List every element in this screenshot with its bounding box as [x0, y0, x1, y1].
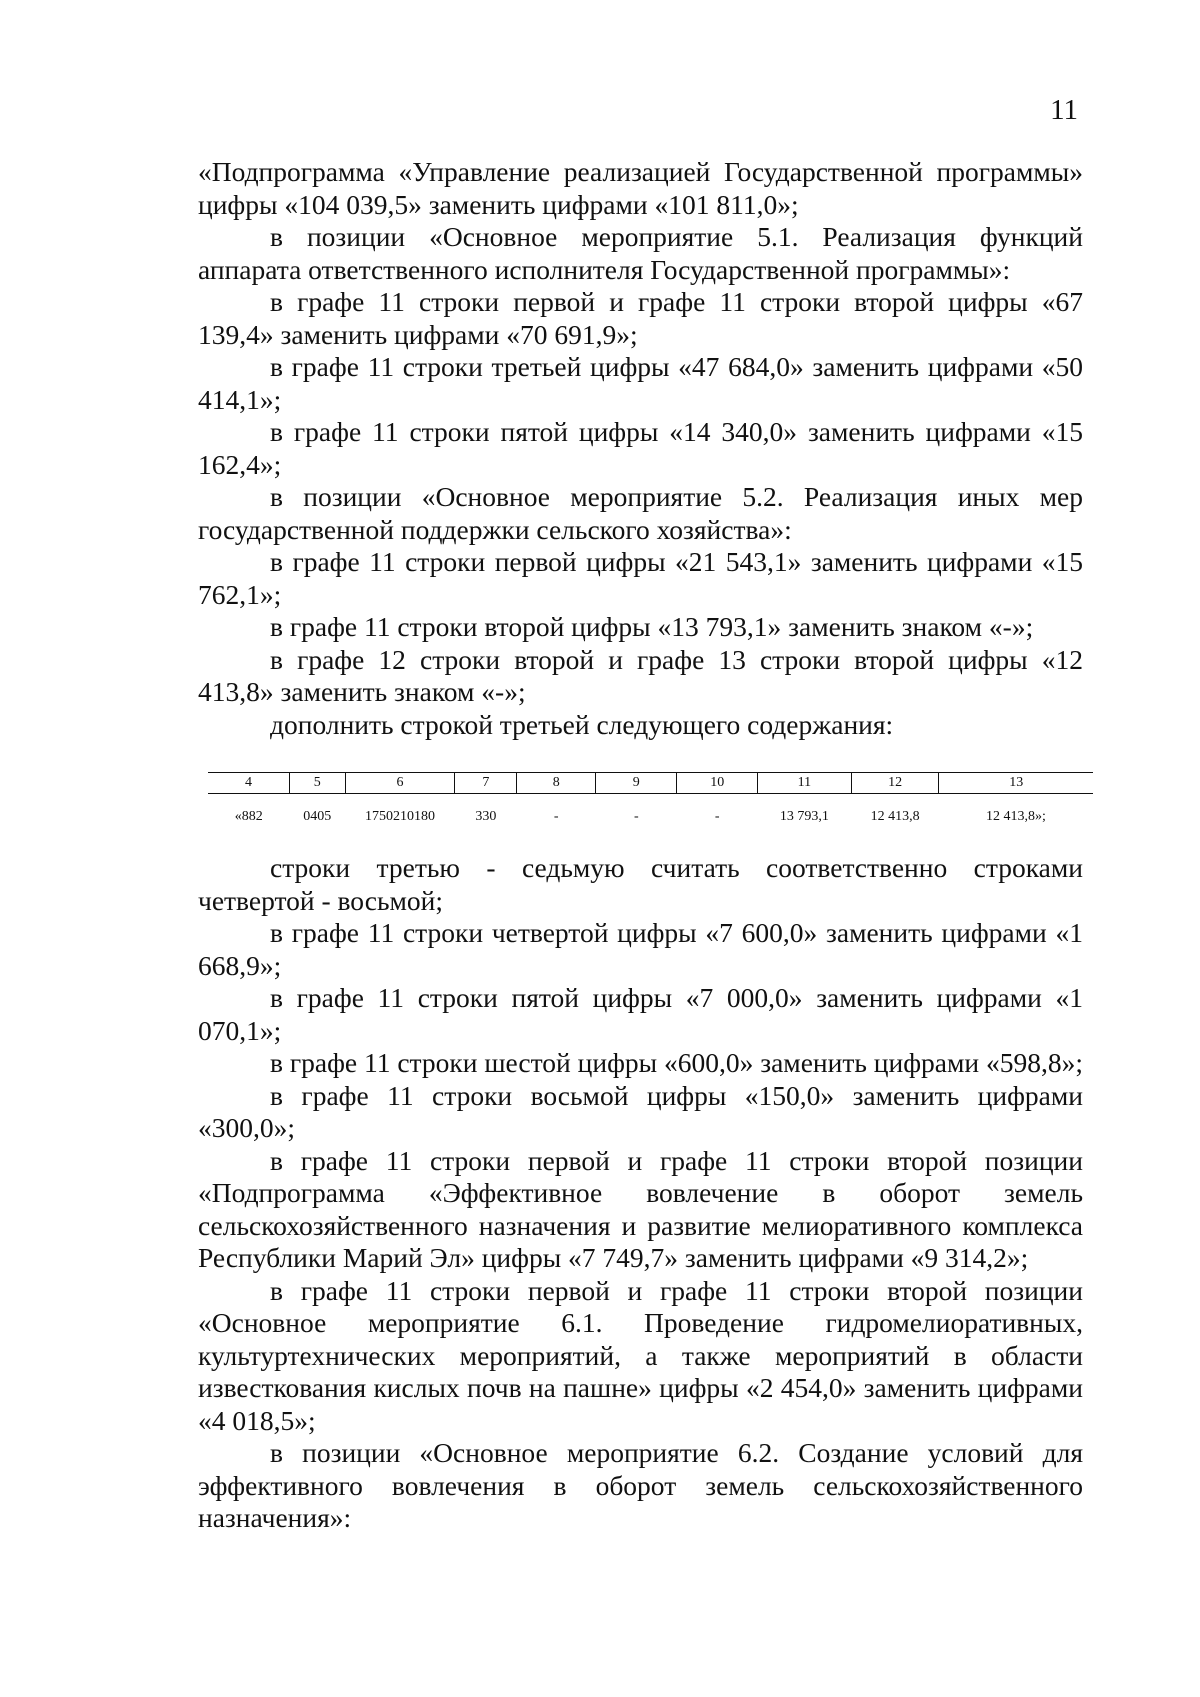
column-header: 9	[596, 773, 677, 794]
paragraph: в графе 11 строки третьей цифры «47 684,0» заменить цифрами «50 414,1»;	[198, 351, 1083, 415]
paragraph: в графе 11 строки первой и графе 11 строки второй позиции «Основное мероприятие 6.1. Проведение гидромелиоративных, культуртехнических мероприятий, а также мероприятий в области известкования кислых почв на пашне» цифры «2 454,0» заменить цифрами «4 018,5»;	[198, 1274, 1083, 1436]
table-header-row	[208, 773, 1093, 794]
text-block-top	[198, 156, 1083, 741]
column-header: 11	[758, 773, 852, 794]
paragraph: строки третью - седьмую считать соответственно строками четвертой - восьмой;	[198, 852, 1083, 916]
table-cell: 1750210180	[365, 809, 436, 824]
column-header: 7	[455, 773, 517, 794]
paragraph: в графе 11 строки пятой цифры «14 340,0» заменить цифрами «15 162,4»;	[198, 416, 1083, 480]
table-cell: 330	[475, 809, 497, 824]
column-header: 12	[851, 773, 939, 794]
column-header: 13	[939, 773, 1093, 794]
paragraph: в графе 11 строки второй цифры «13 793,1» заменить знаком «-»;	[270, 611, 1034, 642]
paragraph: в позиции «Основное мероприятие 6.2. Создание условий для эффективного вовлечения в оборот земель сельскохозяйственного назначения»:	[198, 1437, 1083, 1533]
table-cell: «882	[234, 809, 263, 824]
paragraph: в позиции «Основное мероприятие 5.2. Реализация иных мер государственной поддержки сельского хозяйства»:	[198, 481, 1083, 545]
table-cell: 12 413,8»;	[986, 809, 1046, 824]
paragraph: в графе 11 строки пятой цифры «7 000,0» заменить цифрами «1 070,1»;	[198, 982, 1083, 1046]
paragraph: в графе 11 строки четвертой цифры «7 600,0» заменить цифрами «1 668,9»;	[198, 917, 1083, 981]
column-header: 10	[677, 773, 758, 794]
paragraph: в графе 11 строки первой и графе 11 строки второй цифры «67 139,4» заменить цифрами «70 691,9»;	[198, 286, 1083, 350]
column-header: 4	[208, 773, 289, 794]
paragraph: в графе 11 строки первой цифры «21 543,1» заменить цифрами «15 762,1»;	[198, 546, 1083, 610]
page-number: 11	[1050, 94, 1078, 126]
table-cell: 12 413,8	[870, 809, 920, 824]
paragraph: в позиции «Основное мероприятие 5.1. Реализация функций аппарата ответственного исполнителя Государственной программы»:	[198, 221, 1083, 285]
paragraph: в графе 12 строки второй и графе 13 строки второй цифры «12 413,8» заменить знаком «-»;	[198, 643, 1083, 707]
paragraph: в графе 11 строки шестой цифры «600,0» заменить цифрами «598,8»;	[270, 1047, 1083, 1078]
table-cell: 0405	[303, 809, 332, 824]
paragraph: в графе 11 строки восьмой цифры «150,0» заменить цифрами «300,0»;	[198, 1079, 1083, 1143]
insert-table	[208, 772, 1093, 840]
paragraph: «Подпрограмма «Управление реализацией Государственной программы» цифры «104 039,5» заменить цифрами «101 811,0»;	[198, 156, 1083, 220]
column-header: 5	[289, 773, 345, 794]
column-header: 6	[345, 773, 455, 794]
column-header: 8	[517, 773, 596, 794]
text-block-bottom	[198, 852, 1083, 1535]
table-cell: -	[553, 809, 559, 824]
table-row	[208, 794, 1093, 841]
paragraph: дополнить строкой третьей следующего содержания:	[270, 708, 894, 740]
table-cell: -	[714, 809, 720, 824]
table-cell: -	[633, 809, 639, 824]
paragraph: в графе 11 строки первой и графе 11 строки второй позиции «Подпрограмма «Эффективное вовлечение в оборот земель сельскохозяйственного назначения и развитие мелиоративного комплекса Республики Марий Эл» цифры «7 749,7» заменить цифрами «9 314,2»;	[198, 1144, 1083, 1273]
table-cell: 13 793,1	[779, 809, 829, 824]
